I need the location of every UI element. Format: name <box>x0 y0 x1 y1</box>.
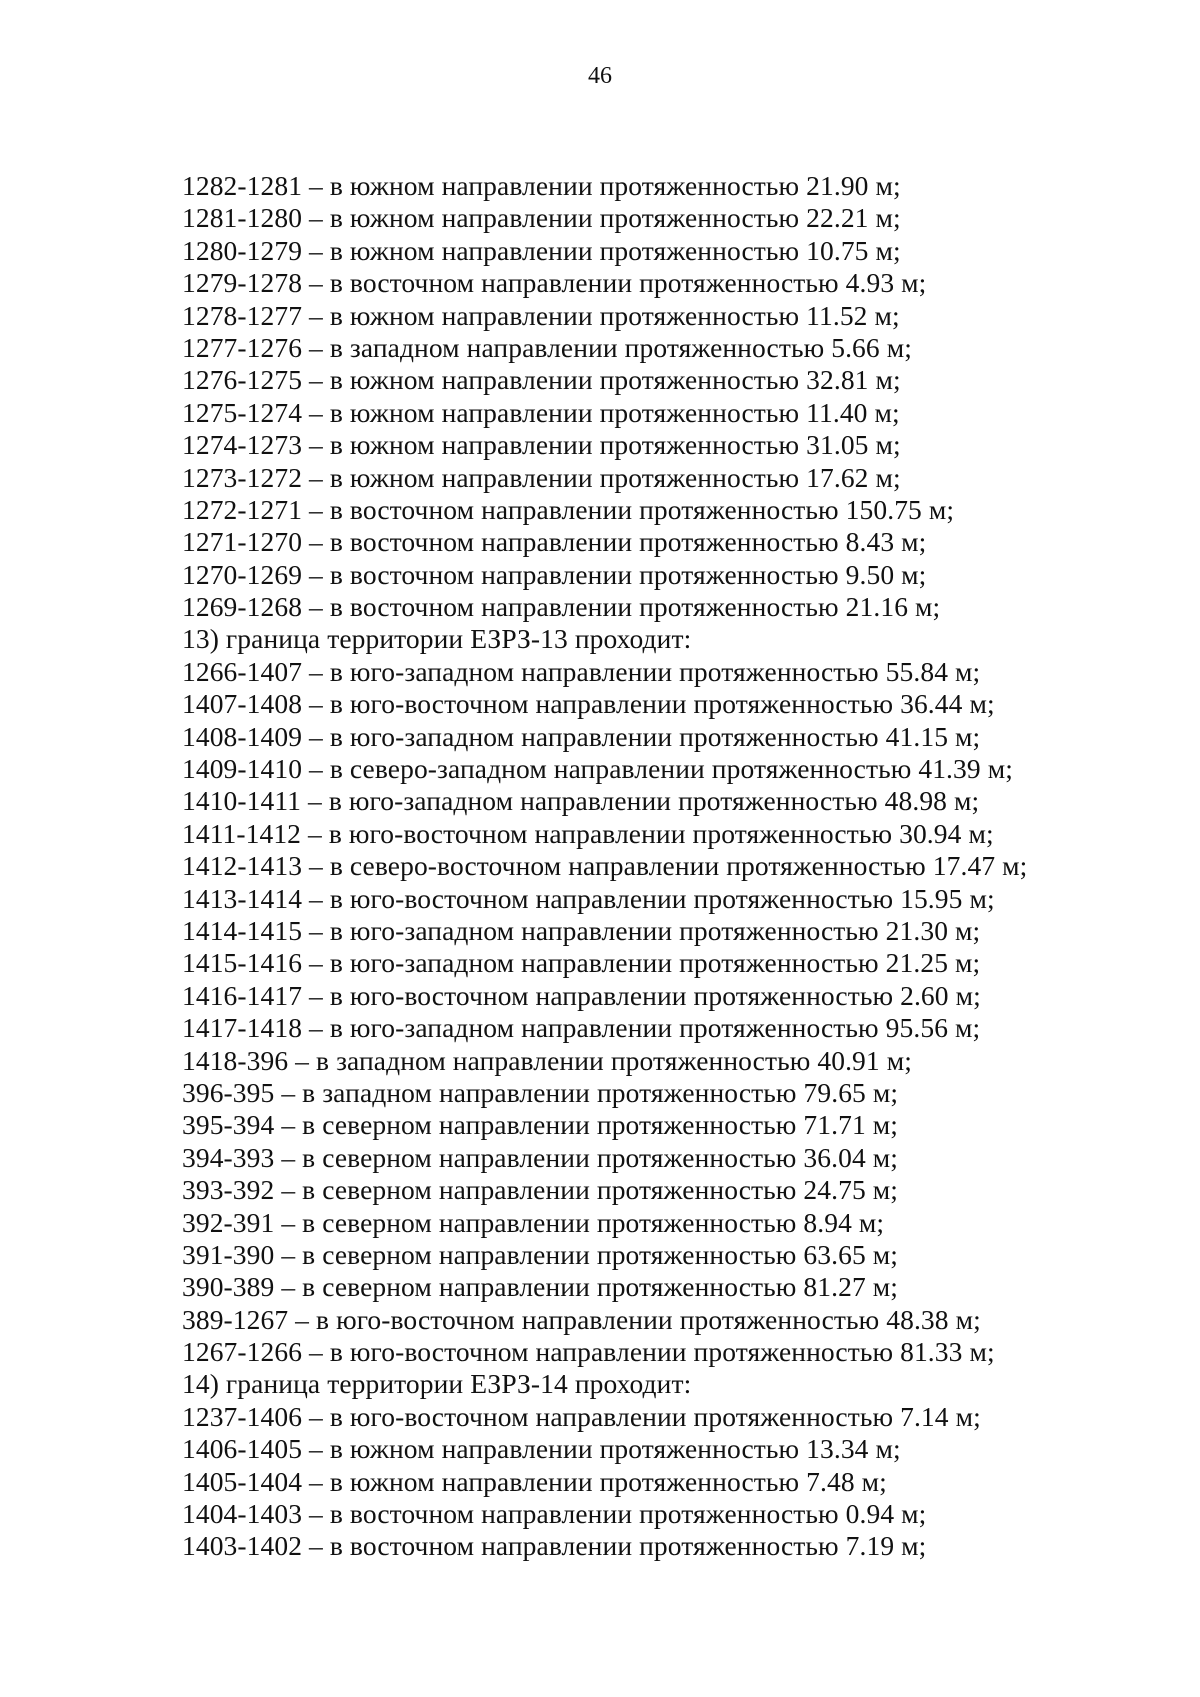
boundary-segment-line: 393-392 – в северном направлении протяженностью 24.75 м; <box>182 1174 899 1206</box>
section-heading: 13) граница территории ЕЗРЗ-13 проходит: <box>182 623 692 655</box>
boundary-segment-line: 1414-1415 – в юго-западном направлении протяженностью 21.30 м; <box>182 914 981 946</box>
boundary-segment-line: 1403-1402 – в восточном направлении протяженностью 7.19 м; <box>182 1530 927 1562</box>
boundary-segment-line: 1266-1407 – в юго-западном направлении протяженностью 55.84 м; <box>182 655 981 687</box>
boundary-segment-line: 1280-1279 – в южном направлении протяженностью 10.75 м; <box>182 234 901 266</box>
boundary-segment-line: 1413-1414 – в юго-восточном направлении протяженностью 15.95 м; <box>182 882 995 914</box>
section-heading: 14) граница территории ЕЗРЗ-14 проходит: <box>182 1368 692 1400</box>
boundary-segment-line: 1409-1410 – в северо-западном направлении протяженностью 41.39 м; <box>182 753 1013 785</box>
boundary-segment-line: 1405-1404 – в южном направлении протяженностью 7.48 м; <box>182 1465 887 1497</box>
boundary-segment-line: 1282-1281 – в южном направлении протяженностью 21.90 м; <box>182 170 901 201</box>
document-body <box>182 170 1162 1563</box>
boundary-segment-line: 1418-396 – в западном направлении протяженностью 40.91 м; <box>182 1044 912 1076</box>
boundary-segment-line: 1410-1411 – в юго-западном направлении протяженностью 48.98 м; <box>182 785 980 817</box>
boundary-segment-line: 1271-1270 – в восточном направлении протяженностью 8.43 м; <box>182 526 927 558</box>
boundary-segment-line: 1273-1272 – в южном направлении протяженностью 17.62 м; <box>182 461 901 493</box>
boundary-segment-line: 1411-1412 – в юго-восточном направлении протяженностью 30.94 м; <box>182 817 994 849</box>
boundary-segment-line: 394-393 – в северном направлении протяженностью 36.04 м; <box>182 1141 899 1173</box>
boundary-segment-line: 1276-1275 – в южном направлении протяженностью 32.81 м; <box>182 364 901 396</box>
page-number: 46 <box>588 63 612 89</box>
boundary-segment-line: 1278-1277 – в южном направлении протяженностью 11.52 м; <box>182 299 900 331</box>
boundary-segment-line: 1277-1276 – в западном направлении протяженностью 5.66 м; <box>182 331 912 363</box>
boundary-segment-line: 1415-1416 – в юго-западном направлении протяженностью 21.25 м; <box>182 947 981 979</box>
boundary-segment-line: 1416-1417 – в юго-восточном направлении протяженностью 2.60 м; <box>182 979 981 1011</box>
boundary-segment-line: 396-395 – в западном направлении протяженностью 79.65 м; <box>182 1076 899 1108</box>
boundary-segment-line: 1407-1408 – в юго-восточном направлении протяженностью 36.44 м; <box>182 688 995 720</box>
boundary-segment-line: 1279-1278 – в восточном направлении протяженностью 4.93 м; <box>182 267 927 299</box>
boundary-segment-line: 392-391 – в северном направлении протяженностью 8.94 м; <box>182 1206 885 1238</box>
boundary-segment-line: 1275-1274 – в южном направлении протяженностью 11.40 м; <box>182 396 900 428</box>
boundary-segment-line: 1269-1268 – в восточном направлении протяженностью 21.16 м; <box>182 591 941 623</box>
boundary-segment-line: 1404-1403 – в восточном направлении протяженностью 0.94 м; <box>182 1498 927 1530</box>
boundary-segment-line: 391-390 – в северном направлении протяженностью 63.65 м; <box>182 1238 899 1270</box>
boundary-segment-line: 1417-1418 – в юго-западном направлении протяженностью 95.56 м; <box>182 1012 981 1044</box>
boundary-segment-line: 1281-1280 – в южном направлении протяженностью 22.21 м; <box>182 202 901 234</box>
boundary-segment-line: 1408-1409 – в юго-западном направлении протяженностью 41.15 м; <box>182 720 981 752</box>
boundary-segment-line: 390-389 – в северном направлении протяженностью 81.27 м; <box>182 1271 899 1303</box>
boundary-segment-line: 1274-1273 – в южном направлении протяженностью 31.05 м; <box>182 429 901 461</box>
boundary-segment-line: 1237-1406 – в юго-восточном направлении протяженностью 7.14 м; <box>182 1400 981 1432</box>
boundary-segment-line: 1267-1266 – в юго-восточном направлении протяженностью 81.33 м; <box>182 1336 995 1368</box>
boundary-segment-line: 389-1267 – в юго-восточном направлении протяженностью 48.38 м; <box>182 1303 981 1335</box>
boundary-segment-line: 1272-1271 – в восточном направлении протяженностью 150.75 м; <box>182 493 955 525</box>
boundary-segment-line: 1406-1405 – в южном направлении протяженностью 13.34 м; <box>182 1433 901 1465</box>
boundary-segment-line: 395-394 – в северном направлении протяженностью 71.71 м; <box>182 1109 899 1141</box>
boundary-segment-line: 1412-1413 – в северо-восточном направлении протяженностью 17.47 м; <box>182 850 1028 882</box>
boundary-segment-line: 1270-1269 – в восточном направлении протяженностью 9.50 м; <box>182 558 927 590</box>
